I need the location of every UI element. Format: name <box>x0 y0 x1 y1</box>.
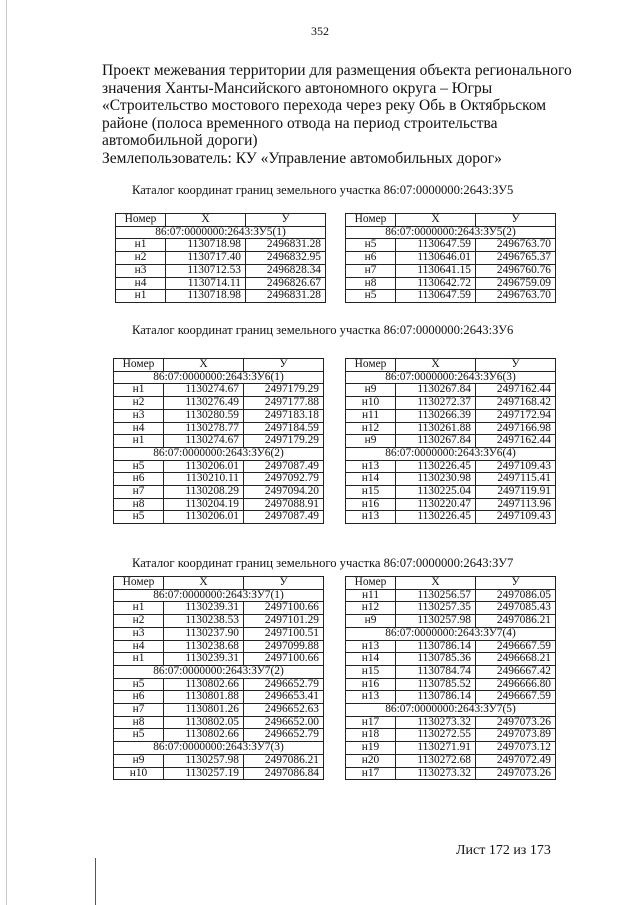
x-coordinate: 1130226.45 <box>396 460 476 473</box>
point-number: н13 <box>346 691 396 704</box>
y-coordinate: 2496826.67 <box>246 277 326 290</box>
group-row <box>114 447 324 460</box>
x-coordinate: 1130239.31 <box>164 653 244 666</box>
group-row <box>346 226 556 239</box>
title-line: «Строительство мостового перехода через реку Обь в Октябрьском <box>102 97 547 115</box>
parcel-label: 86:07:0000000:2643:ЗУ7(4) <box>346 627 556 640</box>
x-coordinate: 1130785.36 <box>396 653 476 666</box>
document-title <box>102 62 572 168</box>
y-coordinate: 2496667.59 <box>476 691 556 704</box>
point-number: н7 <box>346 264 396 277</box>
col-header-x: X <box>166 214 246 227</box>
coord-table-zu6-right <box>345 358 556 524</box>
x-coordinate: 1130647.59 <box>396 239 476 252</box>
x-coordinate: 1130718.98 <box>166 290 246 303</box>
point-number: н5 <box>346 290 396 303</box>
table-row <box>346 277 556 290</box>
table-row <box>114 473 324 486</box>
col-header-y: У <box>244 359 324 372</box>
table-row <box>346 239 556 252</box>
y-coordinate: 2497109.43 <box>476 460 556 473</box>
point-number: н5 <box>114 460 164 473</box>
x-coordinate: 1130785.52 <box>396 678 476 691</box>
x-coordinate: 1130786.14 <box>396 640 476 653</box>
x-coordinate: 1130718.98 <box>166 239 246 252</box>
x-coordinate: 1130220.47 <box>396 498 476 511</box>
point-number: н1 <box>116 290 166 303</box>
col-header-y: У <box>244 577 324 590</box>
parcel-label: 86:07:0000000:2643:ЗУ7(2) <box>114 665 324 678</box>
parcel-label: 86:07:0000000:2643:ЗУ7(3) <box>114 742 324 755</box>
point-number: н1 <box>114 602 164 615</box>
x-coordinate: 1130272.68 <box>396 754 476 767</box>
point-number: н5 <box>114 511 164 524</box>
table-row <box>346 640 556 653</box>
col-header-x: X <box>396 214 476 227</box>
table-row <box>346 754 556 767</box>
y-coordinate: 2497113.96 <box>476 498 556 511</box>
x-coordinate: 1130206.01 <box>164 511 244 524</box>
y-coordinate: 2497109.43 <box>476 511 556 524</box>
y-coordinate: 2497162.44 <box>476 435 556 448</box>
point-number: н5 <box>114 729 164 742</box>
x-coordinate: 1130257.19 <box>164 767 244 780</box>
x-coordinate: 1130647.59 <box>396 290 476 303</box>
catalog-title-zu7: Каталог координат границ земельного участка 86:07:0000000:2643:ЗУ7 <box>132 556 514 570</box>
table-header-row <box>116 214 326 227</box>
y-coordinate: 2497100.51 <box>244 627 324 640</box>
point-number: н2 <box>114 397 164 410</box>
y-coordinate: 2497179.29 <box>244 384 324 397</box>
point-number: н2 <box>114 615 164 628</box>
point-number: н9 <box>114 754 164 767</box>
group-row <box>114 589 324 602</box>
group-row <box>346 627 556 640</box>
point-number: н18 <box>346 729 396 742</box>
table-row <box>114 653 324 666</box>
point-number: н3 <box>114 409 164 422</box>
point-number: н8 <box>346 277 396 290</box>
col-header-number: Номер <box>346 359 396 372</box>
page-number: 352 <box>311 24 329 38</box>
x-coordinate: 1130210.11 <box>164 473 244 486</box>
point-number: н16 <box>346 498 396 511</box>
y-coordinate: 2496666.80 <box>476 678 556 691</box>
point-number: н11 <box>346 409 396 422</box>
coord-table-zu6-left <box>113 358 324 524</box>
table-row <box>346 264 556 277</box>
x-coordinate: 1130784.74 <box>396 665 476 678</box>
y-coordinate: 2496759.09 <box>476 277 556 290</box>
y-coordinate: 2497086.05 <box>476 589 556 602</box>
x-coordinate: 1130261.88 <box>396 422 476 435</box>
table-row <box>346 653 556 666</box>
y-coordinate: 2496652.00 <box>244 716 324 729</box>
title-line: значения Ханты-Мансийского автономного округа – Югры <box>102 79 493 97</box>
y-coordinate: 2497072.49 <box>476 754 556 767</box>
y-coordinate: 2496760.76 <box>476 264 556 277</box>
col-header-number: Номер <box>346 577 396 590</box>
point-number: н8 <box>114 716 164 729</box>
table-row <box>114 486 324 499</box>
x-coordinate: 1130272.37 <box>396 397 476 410</box>
y-coordinate: 2497168.42 <box>476 397 556 410</box>
point-number: н6 <box>114 691 164 704</box>
col-header-x: X <box>396 359 476 372</box>
table-row <box>114 678 324 691</box>
table-row <box>116 252 326 265</box>
table-row <box>346 290 556 303</box>
y-coordinate: 2497073.26 <box>476 716 556 729</box>
table-row <box>346 602 556 615</box>
table-row <box>346 435 556 448</box>
catalog-title-zu6: Каталог координат границ земельного участка 86:07:0000000:2643:ЗУ6 <box>132 323 514 337</box>
table-row <box>114 460 324 473</box>
table-row <box>114 422 324 435</box>
x-coordinate: 1130276.49 <box>164 397 244 410</box>
parcel-label: 86:07:0000000:2643:ЗУ5(1) <box>116 226 326 239</box>
point-number: н13 <box>346 511 396 524</box>
y-coordinate: 2497119.91 <box>476 486 556 499</box>
x-coordinate: 1130280.59 <box>164 409 244 422</box>
y-coordinate: 2496668.21 <box>476 653 556 666</box>
parcel-label: 86:07:0000000:2643:ЗУ7(5) <box>346 704 556 717</box>
group-row <box>114 742 324 755</box>
table-row <box>346 665 556 678</box>
table-row <box>116 264 326 277</box>
x-coordinate: 1130257.98 <box>396 615 476 628</box>
table-row <box>114 615 324 628</box>
y-coordinate: 2497073.26 <box>476 767 556 780</box>
table-row <box>346 498 556 511</box>
y-coordinate: 2497087.49 <box>244 511 324 524</box>
x-coordinate: 1130271.91 <box>396 742 476 755</box>
y-coordinate: 2496652.63 <box>244 704 324 717</box>
x-coordinate: 1130273.32 <box>396 716 476 729</box>
catalog-title-zu5: Каталог координат границ земельного участка 86:07:0000000:2643:ЗУ5 <box>132 183 514 197</box>
table-header-row <box>114 359 324 372</box>
x-coordinate: 1130641.15 <box>396 264 476 277</box>
point-number: н11 <box>346 589 396 602</box>
x-coordinate: 1130238.68 <box>164 640 244 653</box>
col-header-number: Номер <box>346 214 396 227</box>
coord-table-zu5-left <box>115 213 326 303</box>
point-number: н6 <box>346 252 396 265</box>
y-coordinate: 2497162.44 <box>476 384 556 397</box>
col-header-y: У <box>246 214 326 227</box>
point-number: н8 <box>114 498 164 511</box>
table-row <box>114 640 324 653</box>
table-row <box>114 435 324 448</box>
y-coordinate: 2496653.41 <box>244 691 324 704</box>
y-coordinate: 2496667.42 <box>476 665 556 678</box>
x-coordinate: 1130256.57 <box>396 589 476 602</box>
point-number: н19 <box>346 742 396 755</box>
x-coordinate: 1130801.26 <box>164 704 244 717</box>
x-coordinate: 1130717.40 <box>166 252 246 265</box>
y-coordinate: 2497100.66 <box>244 602 324 615</box>
col-header-y: У <box>476 214 556 227</box>
table-row <box>114 397 324 410</box>
x-coordinate: 1130802.66 <box>164 729 244 742</box>
point-number: н4 <box>114 422 164 435</box>
x-coordinate: 1130274.67 <box>164 435 244 448</box>
table-row <box>114 704 324 717</box>
x-coordinate: 1130225.04 <box>396 486 476 499</box>
table-row <box>114 729 324 742</box>
table-row <box>346 252 556 265</box>
title-line: Проект межевания территории для размещения объекта регионального <box>102 62 572 79</box>
point-number: н2 <box>116 252 166 265</box>
x-coordinate: 1130802.66 <box>164 678 244 691</box>
point-number: н9 <box>346 384 396 397</box>
table-row <box>114 384 324 397</box>
y-coordinate: 2497172.94 <box>476 409 556 422</box>
x-coordinate: 1130712.53 <box>166 264 246 277</box>
col-header-y: У <box>476 577 556 590</box>
group-row <box>114 665 324 678</box>
group-row <box>114 371 324 384</box>
point-number: н1 <box>114 653 164 666</box>
group-row <box>346 704 556 717</box>
parcel-label: 86:07:0000000:2643:ЗУ6(2) <box>114 447 324 460</box>
point-number: н15 <box>346 665 396 678</box>
table-row <box>346 397 556 410</box>
y-coordinate: 2497166.98 <box>476 422 556 435</box>
table-row <box>346 678 556 691</box>
sheet-footer: Лист 172 из 173 <box>456 843 551 858</box>
y-coordinate: 2496831.28 <box>246 239 326 252</box>
y-coordinate: 2497086.84 <box>244 767 324 780</box>
point-number: н10 <box>114 767 164 780</box>
x-coordinate: 1130646.01 <box>396 252 476 265</box>
x-coordinate: 1130230.98 <box>396 473 476 486</box>
coord-table-zu7-right <box>345 576 556 780</box>
table-row <box>116 277 326 290</box>
point-number: н7 <box>114 486 164 499</box>
col-header-x: X <box>396 577 476 590</box>
x-coordinate: 1130204.19 <box>164 498 244 511</box>
parcel-label: 86:07:0000000:2643:ЗУ6(3) <box>346 371 556 384</box>
group-row <box>116 226 326 239</box>
point-number: н16 <box>346 678 396 691</box>
x-coordinate: 1130226.45 <box>396 511 476 524</box>
point-number: н6 <box>114 473 164 486</box>
col-header-x: X <box>164 359 244 372</box>
coord-table-zu5-right <box>345 213 556 303</box>
point-number: н9 <box>346 615 396 628</box>
x-coordinate: 1130206.01 <box>164 460 244 473</box>
point-number: н13 <box>346 460 396 473</box>
table-row <box>114 627 324 640</box>
point-number: н10 <box>346 397 396 410</box>
parcel-label: 86:07:0000000:2643:ЗУ6(4) <box>346 447 556 460</box>
x-coordinate: 1130273.32 <box>396 767 476 780</box>
point-number: н17 <box>346 767 396 780</box>
table-row <box>346 742 556 755</box>
parcel-label: 86:07:0000000:2643:ЗУ7(1) <box>114 589 324 602</box>
point-number: н3 <box>116 264 166 277</box>
x-coordinate: 1130266.39 <box>396 409 476 422</box>
y-coordinate: 2496831.28 <box>246 290 326 303</box>
x-coordinate: 1130278.77 <box>164 422 244 435</box>
y-coordinate: 2497100.66 <box>244 653 324 666</box>
point-number: н9 <box>346 435 396 448</box>
point-number: н1 <box>114 435 164 448</box>
table-row <box>116 290 326 303</box>
scan-margin-line <box>6 0 7 905</box>
x-coordinate: 1130267.84 <box>396 435 476 448</box>
point-number: н12 <box>346 602 396 615</box>
table-header-row <box>346 577 556 590</box>
point-number: н17 <box>346 716 396 729</box>
y-coordinate: 2496828.34 <box>246 264 326 277</box>
x-coordinate: 1130257.35 <box>396 602 476 615</box>
table-row <box>346 460 556 473</box>
x-coordinate: 1130237.90 <box>164 627 244 640</box>
x-coordinate: 1130257.98 <box>164 754 244 767</box>
y-coordinate: 2497088.91 <box>244 498 324 511</box>
x-coordinate: 1130642.72 <box>396 277 476 290</box>
point-number: н15 <box>346 486 396 499</box>
y-coordinate: 2497086.21 <box>476 615 556 628</box>
col-header-x: X <box>164 577 244 590</box>
y-coordinate: 2496765.37 <box>476 252 556 265</box>
point-number: н5 <box>346 239 396 252</box>
col-header-number: Номер <box>114 359 164 372</box>
col-header-y: У <box>476 359 556 372</box>
x-coordinate: 1130272.55 <box>396 729 476 742</box>
group-row <box>346 447 556 460</box>
table-row <box>346 473 556 486</box>
y-coordinate: 2496763.70 <box>476 239 556 252</box>
group-row <box>346 371 556 384</box>
y-coordinate: 2496763.70 <box>476 290 556 303</box>
y-coordinate: 2497179.29 <box>244 435 324 448</box>
y-coordinate: 2497087.49 <box>244 460 324 473</box>
parcel-label: 86:07:0000000:2643:ЗУ5(2) <box>346 226 556 239</box>
y-coordinate: 2497073.89 <box>476 729 556 742</box>
point-number: н20 <box>346 754 396 767</box>
table-row <box>346 729 556 742</box>
y-coordinate: 2497183.18 <box>244 409 324 422</box>
y-coordinate: 2497177.88 <box>244 397 324 410</box>
point-number: н13 <box>346 640 396 653</box>
coord-table-zu7-left <box>113 576 324 780</box>
table-row <box>114 409 324 422</box>
table-row <box>346 589 556 602</box>
table-header-row <box>114 577 324 590</box>
table-header-row <box>346 359 556 372</box>
point-number: н1 <box>116 239 166 252</box>
y-coordinate: 2497184.59 <box>244 422 324 435</box>
x-coordinate: 1130801.88 <box>164 691 244 704</box>
title-line: районе (полоса временного отвода на период строительства <box>102 114 498 132</box>
table-row <box>346 691 556 704</box>
point-number: н7 <box>114 704 164 717</box>
parcel-label: 86:07:0000000:2643:ЗУ6(1) <box>114 371 324 384</box>
y-coordinate: 2497115.41 <box>476 473 556 486</box>
table-row <box>114 716 324 729</box>
table-row <box>114 691 324 704</box>
table-row <box>114 754 324 767</box>
table-row <box>346 511 556 524</box>
y-coordinate: 2497101.29 <box>244 615 324 628</box>
table-header-row <box>346 214 556 227</box>
y-coordinate: 2497094.20 <box>244 486 324 499</box>
point-number: н4 <box>114 640 164 653</box>
table-row <box>116 239 326 252</box>
y-coordinate: 2496652.79 <box>244 678 324 691</box>
x-coordinate: 1130239.31 <box>164 602 244 615</box>
table-row <box>346 422 556 435</box>
point-number: н14 <box>346 473 396 486</box>
table-row <box>346 384 556 397</box>
y-coordinate: 2496832.95 <box>246 252 326 265</box>
x-coordinate: 1130238.53 <box>164 615 244 628</box>
table-row <box>346 767 556 780</box>
x-coordinate: 1130274.67 <box>164 384 244 397</box>
point-number: н12 <box>346 422 396 435</box>
y-coordinate: 2497085.43 <box>476 602 556 615</box>
x-coordinate: 1130208.29 <box>164 486 244 499</box>
y-coordinate: 2497092.79 <box>244 473 324 486</box>
x-coordinate: 1130802.05 <box>164 716 244 729</box>
y-coordinate: 2497099.88 <box>244 640 324 653</box>
table-row <box>346 716 556 729</box>
col-header-number: Номер <box>114 577 164 590</box>
point-number: н1 <box>114 384 164 397</box>
point-number: н4 <box>116 277 166 290</box>
scan-binding-mark <box>95 858 96 905</box>
table-row <box>346 615 556 628</box>
table-row <box>114 767 324 780</box>
y-coordinate: 2497086.21 <box>244 754 324 767</box>
point-number: н5 <box>114 678 164 691</box>
table-row <box>114 602 324 615</box>
x-coordinate: 1130786.14 <box>396 691 476 704</box>
point-number: н3 <box>114 627 164 640</box>
table-row <box>114 511 324 524</box>
point-number: н14 <box>346 653 396 666</box>
x-coordinate: 1130714.11 <box>166 277 246 290</box>
y-coordinate: 2496652.79 <box>244 729 324 742</box>
table-row <box>114 498 324 511</box>
y-coordinate: 2496667.59 <box>476 640 556 653</box>
table-row <box>346 486 556 499</box>
y-coordinate: 2497073.12 <box>476 742 556 755</box>
x-coordinate: 1130267.84 <box>396 384 476 397</box>
land-user: Землепользователь: КУ «Управление автомобильных дорог» <box>102 149 502 167</box>
table-row <box>346 409 556 422</box>
title-line: автомобильной дороги) <box>102 132 258 150</box>
col-header-number: Номер <box>116 214 166 227</box>
